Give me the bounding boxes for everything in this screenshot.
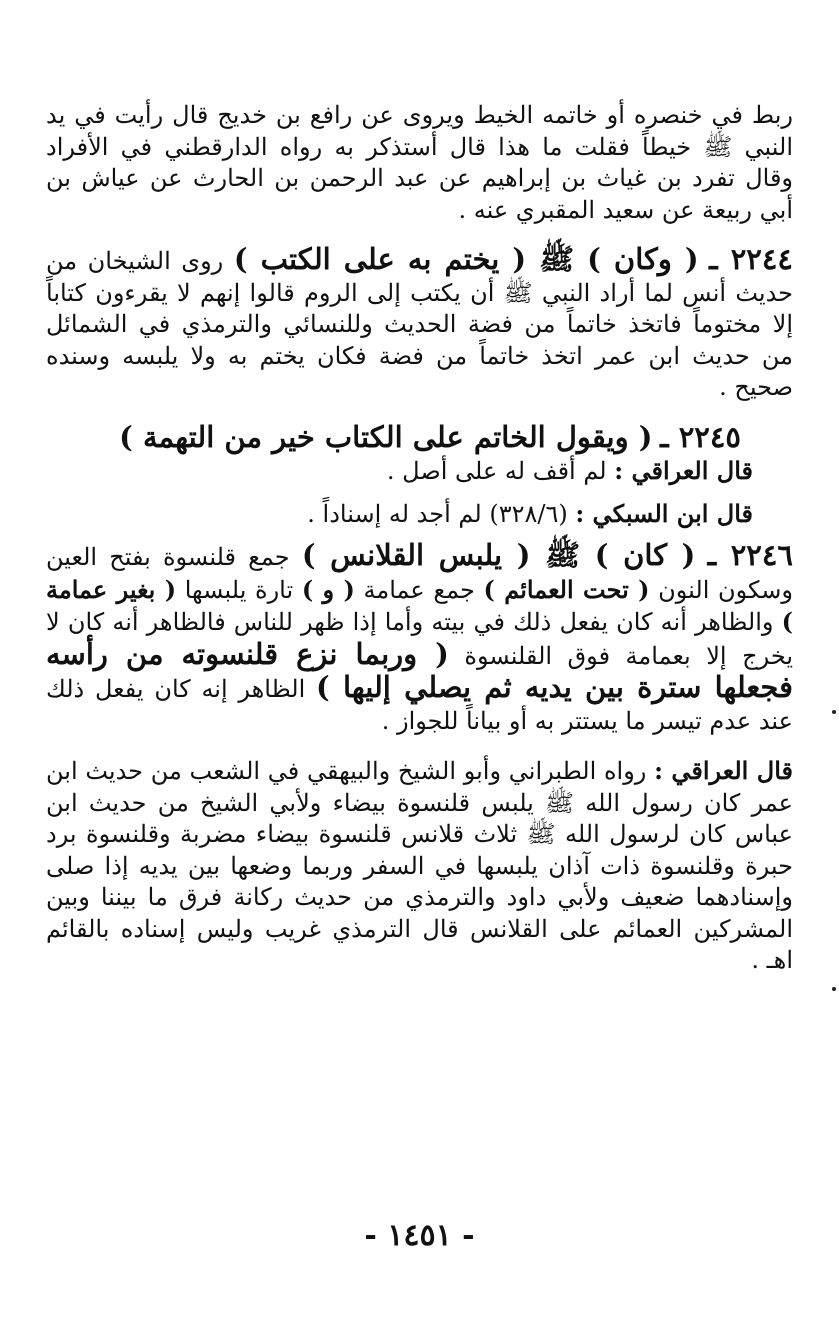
entry-number: ٢٢٤٤ ـ [709,242,793,276]
entry-commentary: والظاهر أنه كان يفعل ذلك في بيته وأما إذا ظهر للناس فالظاهر أنه كان لا يخرج إلا بعمامة فوق القلنسوة [46,608,793,670]
entry-commentary: روى الشيخان من حديث أنس لما أراد النبي ﷺ أن يكتب إلى الروم قالوا إنهم لا يقرءون كتاباً إلا مختوماً فاتخذ خاتماً من فضة الحديث وللنسائي والترمذي في الشمائل من حديث ابن عمر اتخذ خاتماً من فضة فكان يختم به ولا يلبسه وسنده صحيح . [46,247,793,401]
entry-commentary: جمع قلنسوة بفتح العين وسكون النون [46,543,794,604]
hadith-fragment: ( تحت العمائم ) [483,574,650,604]
subki-label: قال ابن السبكي : [575,498,753,528]
hadith-fragment: ( وربما نزع قلنسوته من رأسه فجعلها سترة بين يديه ثم يصلي إليها ) [46,636,793,704]
entry-commentary: تارة يلبسها [176,575,302,604]
iraqi-label: قال العراقي : [654,756,793,785]
margin-dot [832,987,836,991]
iraqi-note [46,455,793,488]
subki-text: (٣٢٨/٦) لم أجد له إسناداً . [307,499,576,528]
iraqi-text: لم أقف له على أصل . [386,457,615,485]
subki-note [46,498,793,531]
iraqi-commentary [46,755,793,977]
hadith-fragment: ( بغير عمامة ) [46,574,793,636]
margin-dot [832,710,836,714]
iraqi-text: رواه الطبراني وأبو الشيخ والبيهقي في الشعب من حديث ابن عمر كان رسول الله ﷺ يلبس قلنسوة بيضاء ولأبي الشيخ من حديث ابن عباس كان لرسول الله ﷺ ثلاث قلانس قلنسوة بيضاء مضربة وقلنسوة برد حبرة وقلنسوة ذات آذان يلبسها في السفر وربما وضعها بين يديه إذا صلى وإسنادهما ضعيف ولأبي داود والترمذي من حديث ركانة فرق ما بيننا وبين المشركين العمائم على القلانس قال الترمذي غريب وليس إسناده بالقائم اهـ . [46,757,793,974]
iraqi-label: قال العراقي : [614,456,753,485]
entry-2244 [46,244,793,404]
entry-commentary: الظاهر إنه كان يفعل ذلك عند عدم تيسر ما يستتر به أو بياناً للجواز . [46,675,793,735]
hadith-heading: ( كان ) ﷺ ( يلبس القلانس ) [301,538,696,572]
hadith-heading: ( ويقول الخاتم على الكتاب خير من التهمة ) [119,419,653,454]
entry-commentary: جمع عمامة [354,575,484,604]
page-number: - ١٤٥١ - [364,1218,475,1253]
entry-2245 [46,419,793,456]
entry-number: ٢٢٤٦ ـ [707,538,794,572]
entry-2246 [46,540,793,737]
paragraph-intro: ربط في خنصره أو خاتمه الخيط ويروى عن رافع بن خديج قال رأيت في يد النبي ﷺ خيطاً فقلت ما هذا قال أستذكر به رواه الدارقطني في الأفراد وقال تفرد بن غياث بن إبراهيم عن عبد الرحمن بن الحارث عن عياش بن أبي ربيعة عن سعيد المقبري عنه . [46,101,793,224]
hadith-fragment: ( و ) [301,574,355,604]
entry-number: ٢٢٤٥ ـ [660,419,741,454]
hadith-heading: ( وكان ) ﷺ ( يختم به على الكتب ) [233,242,699,276]
